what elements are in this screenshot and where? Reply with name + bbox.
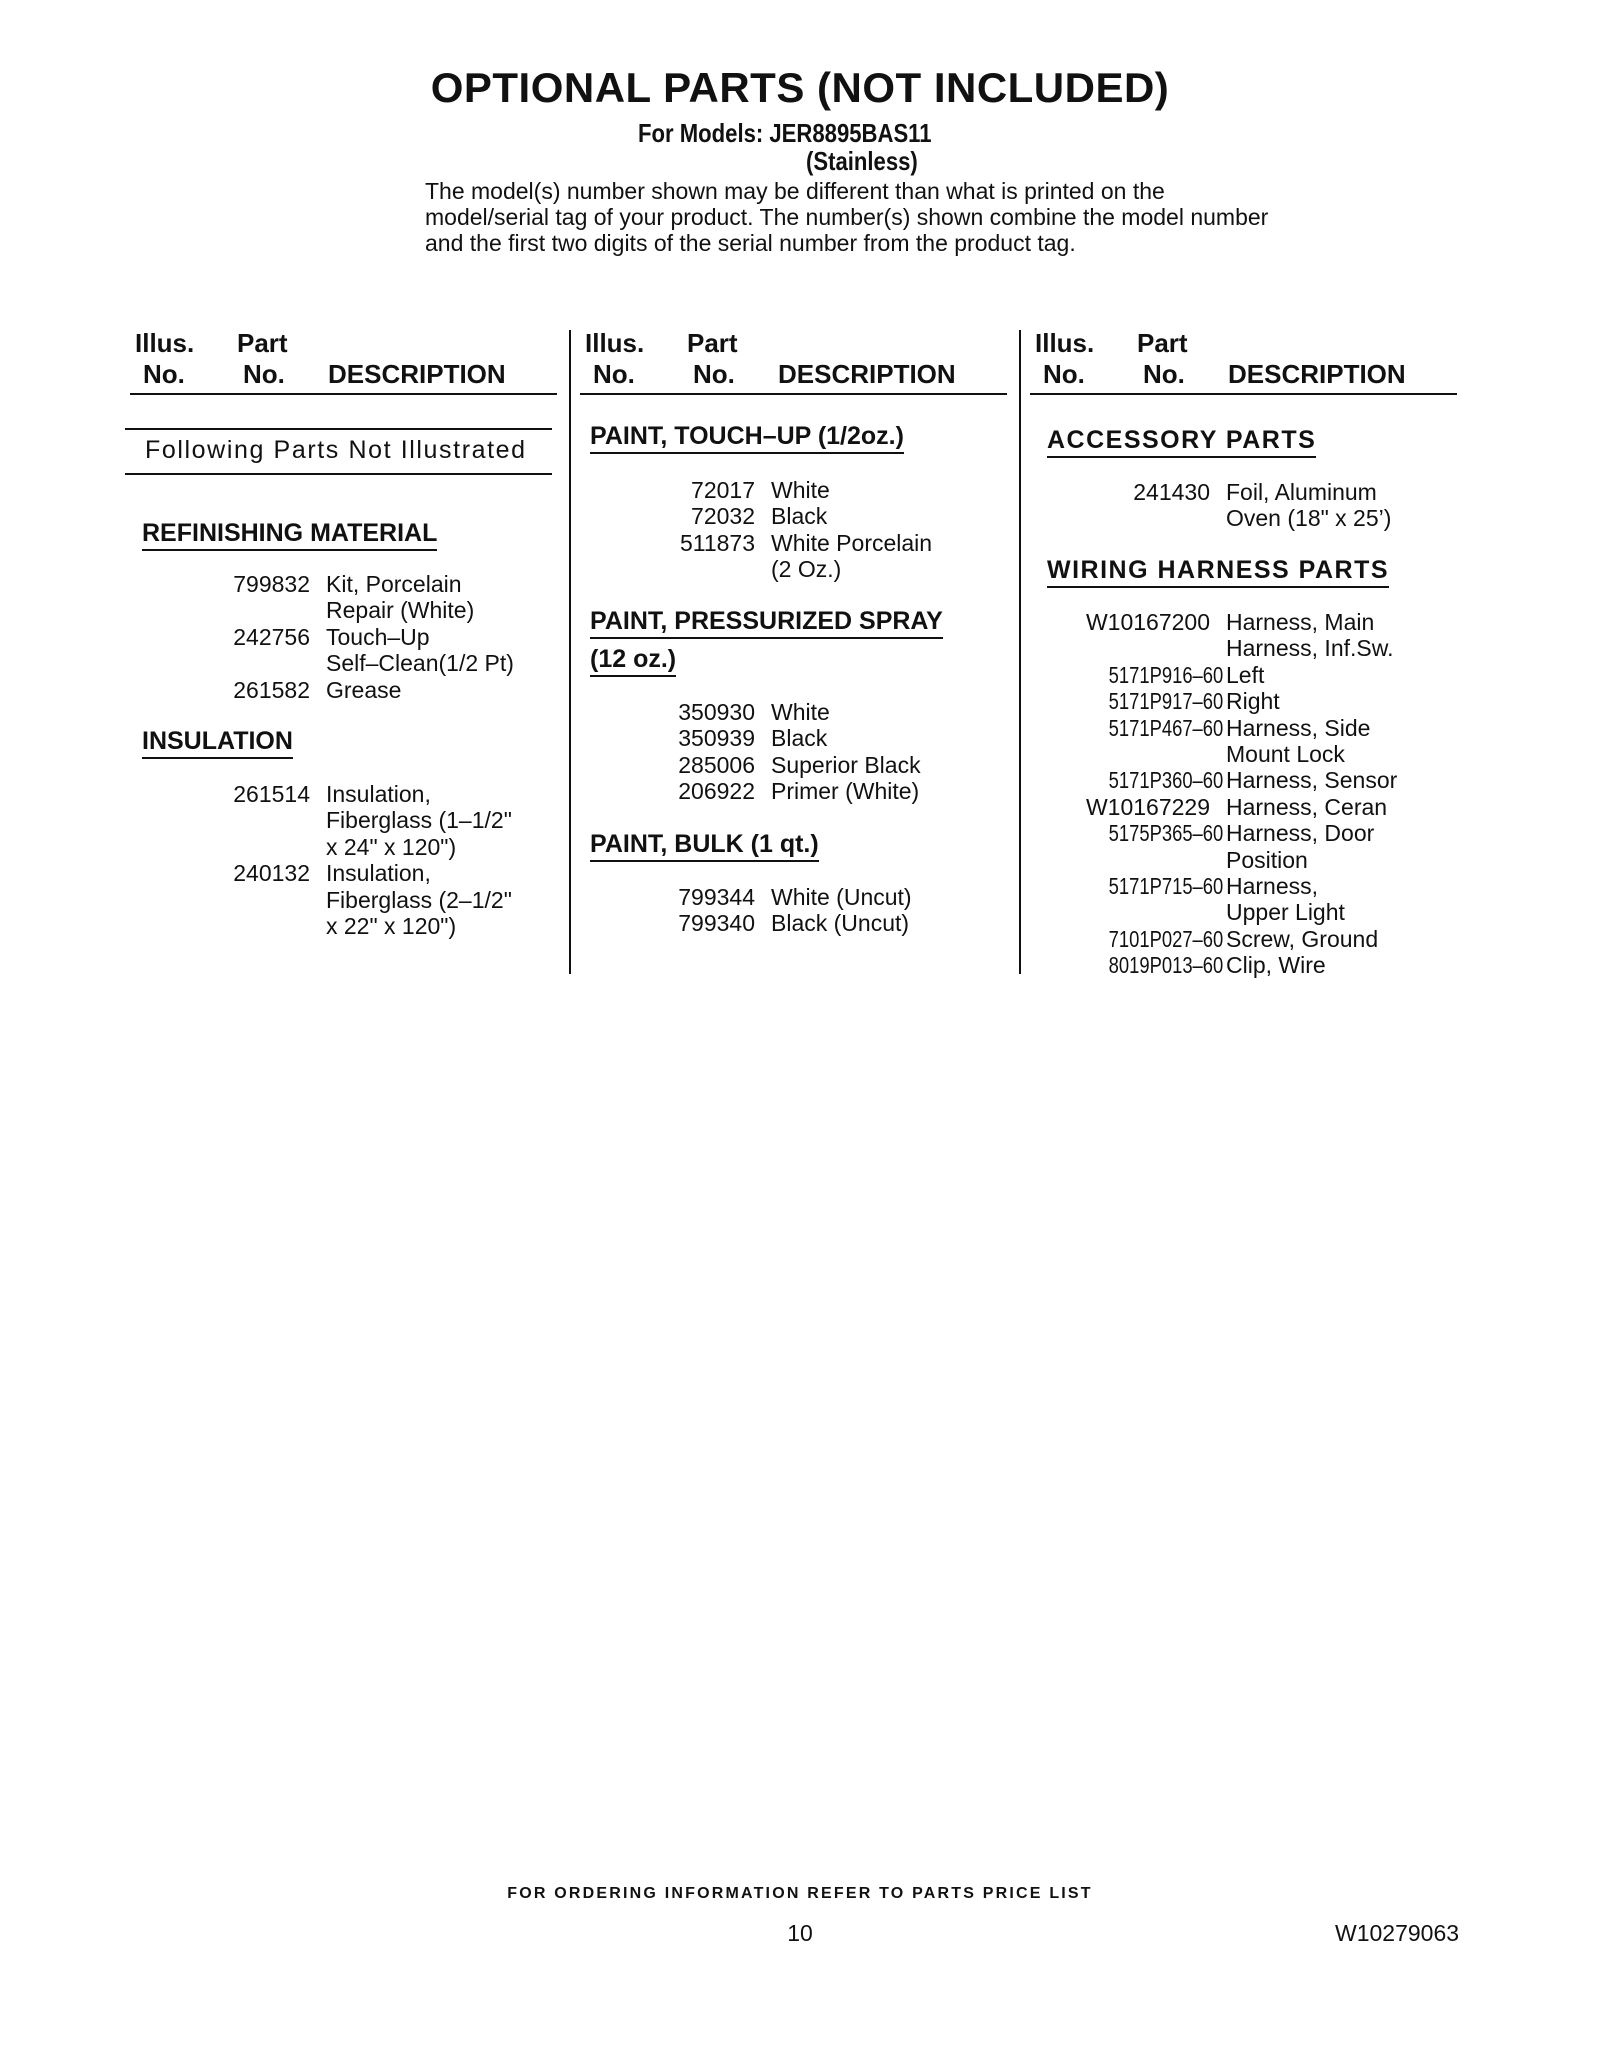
part-number: W10167229	[1085, 793, 1210, 820]
part-number: 8019P013–60	[1108, 952, 1224, 979]
col3-illus: Illus.	[1035, 328, 1095, 358]
part-description: Superior Black	[771, 751, 921, 778]
list-item	[1080, 767, 1397, 793]
col1-header-rule	[130, 393, 557, 395]
part-description: Harness, Main Harness, Inf.Sw.	[1226, 609, 1394, 662]
section-title-bulk: PAINT, BULK (1 qt.)	[590, 830, 819, 862]
banner-top-rule	[125, 428, 552, 430]
part-description: Grease	[326, 676, 402, 703]
part-number: 5171P360–60	[1108, 767, 1224, 794]
part-description: Black	[771, 725, 828, 752]
part-number: 72017	[691, 477, 755, 503]
part-number: 350939	[678, 725, 755, 752]
part-number: 511873	[679, 529, 755, 556]
part-description: Black	[771, 503, 828, 530]
list-item	[1080, 662, 1397, 688]
part-number: 7101P027–60	[1108, 925, 1224, 952]
part-description: Left	[1226, 661, 1265, 688]
list-item	[210, 677, 514, 703]
part-description: Screw, Ground	[1226, 925, 1379, 952]
part-number: 241430	[1133, 479, 1210, 505]
part-number: 206922	[678, 778, 755, 805]
part-description: White (Uncut)	[771, 884, 912, 910]
column-divider-2	[1019, 330, 1021, 974]
list-item	[1080, 688, 1397, 714]
page-title: OPTIONAL PARTS (NOT INCLUDED)	[430, 64, 1170, 111]
section-title-accessory: ACCESSORY PARTS	[1047, 426, 1316, 458]
part-description: Kit, Porcelain Repair (White)	[326, 571, 475, 624]
col2-illus-label	[585, 328, 644, 390]
list-item	[655, 778, 921, 804]
list-item	[655, 752, 921, 778]
part-description: Primer (White)	[771, 778, 920, 805]
col3-part: Part	[1137, 328, 1188, 358]
document-number: W10279063	[1335, 1920, 1460, 1946]
part-description: Harness, Upper Light	[1226, 873, 1345, 926]
part-description: Harness, Side Mount Lock	[1226, 714, 1371, 768]
list-item	[655, 910, 912, 936]
col1-part: Part	[237, 328, 288, 358]
col3-illus-no: No.	[1043, 359, 1085, 389]
part-description: Insulation, Fiberglass (2–1/2" x 22" x 120")	[326, 860, 512, 940]
column-divider-1	[569, 330, 571, 974]
list-item	[210, 624, 514, 677]
part-description: White	[771, 699, 830, 725]
part-description: White	[771, 477, 830, 503]
list-item	[1080, 952, 1397, 978]
list-item	[655, 530, 932, 583]
col3-illus-label	[1035, 328, 1094, 390]
part-number: 240132	[233, 860, 310, 887]
bulk-list	[655, 884, 912, 937]
section-title-spray	[590, 607, 943, 677]
part-description: Insulation, Fiberglass (1–1/2" x 24" x 120")	[326, 781, 512, 860]
ordering-note: FOR ORDERING INFORMATION REFER TO PARTS PRICE LIST	[507, 1885, 1093, 1902]
part-description: Touch–Up Self–Clean(1/2 Pt)	[326, 623, 514, 677]
col2-part: Part	[687, 328, 738, 358]
part-number: 242756	[233, 623, 310, 650]
part-description: Right	[1226, 688, 1280, 715]
part-description: Clip, Wire	[1226, 952, 1326, 979]
list-item	[655, 725, 921, 751]
col3-part-no: No.	[1143, 359, 1185, 389]
col2-part-label	[687, 328, 738, 390]
list-item	[1080, 479, 1391, 532]
part-number: 5171P467–60	[1108, 714, 1224, 741]
col3-header-rule	[1030, 393, 1457, 395]
part-number: 5171P715–60	[1108, 873, 1224, 900]
not-illustrated-banner: Following Parts Not Illustrated	[145, 436, 527, 464]
list-item	[210, 781, 512, 860]
part-description: Foil, Aluminum Oven (18" x 25’)	[1226, 479, 1392, 532]
accessory-list	[1080, 479, 1391, 532]
page-number: 10	[787, 1920, 813, 1946]
section-title-wiring: WIRING HARNESS PARTS	[1047, 556, 1389, 588]
col1-illus-label	[135, 328, 194, 390]
part-number: 261514	[233, 781, 310, 807]
section-title-refinishing: REFINISHING MATERIAL	[142, 519, 437, 551]
model-notice: The model(s) number shown may be different than what is printed on the model/serial tag of your product. The number(s) shown combine the model number and the first two digits of the serial number from the product tag.	[425, 178, 1269, 256]
part-number: 799832	[233, 571, 310, 597]
part-number: 5175P365–60	[1108, 820, 1224, 847]
list-item	[1080, 820, 1397, 873]
part-number: 799344	[678, 884, 755, 910]
list-item	[1080, 926, 1397, 952]
section-title-spray-line1: PAINT, PRESSURIZED SPRAY	[590, 607, 943, 639]
wiring-list	[1080, 609, 1397, 979]
spray-list	[655, 699, 921, 805]
section-title-spray-line2: (12 oz.)	[590, 645, 676, 677]
part-description: White Porcelain (2 Oz.)	[771, 529, 933, 583]
list-item	[1080, 873, 1397, 926]
part-number: 5171P917–60	[1108, 688, 1224, 715]
part-number: 5171P916–60	[1108, 661, 1224, 688]
col1-part-no: No.	[243, 359, 285, 389]
insulation-list	[210, 781, 512, 939]
part-description: Black (Uncut)	[771, 910, 910, 937]
part-description: Harness, Sensor	[1226, 767, 1398, 794]
banner-bottom-rule	[125, 473, 552, 475]
list-item	[655, 503, 932, 529]
part-number: 285006	[678, 751, 755, 778]
col1-part-label	[237, 328, 288, 390]
col2-description-header: DESCRIPTION	[778, 359, 956, 389]
part-number: 350930	[678, 699, 755, 725]
col2-header-rule	[580, 393, 1007, 395]
col3-description-header: DESCRIPTION	[1228, 359, 1406, 389]
section-title-insulation: INSULATION	[142, 727, 293, 759]
list-item	[655, 699, 921, 725]
col2-illus: Illus.	[585, 328, 645, 358]
list-item	[1080, 715, 1397, 768]
part-number: 72032	[691, 503, 755, 530]
part-number: 261582	[233, 676, 310, 703]
list-item	[1080, 794, 1397, 820]
part-description: Harness, Door Position	[1226, 820, 1375, 873]
list-item	[210, 571, 514, 624]
models-variant: (Stainless)	[806, 146, 918, 176]
part-number: 799340	[678, 910, 755, 937]
col3-part-label	[1137, 328, 1188, 390]
part-number: W10167200	[1085, 609, 1210, 635]
col1-description-header: DESCRIPTION	[328, 359, 506, 389]
part-description: Harness, Ceran	[1226, 793, 1388, 820]
list-item	[655, 884, 912, 910]
col1-illus: Illus.	[135, 328, 195, 358]
models-label: For Models: JER8895BAS11	[638, 118, 932, 148]
section-title-touchup: PAINT, TOUCH–UP (1/2oz.)	[590, 422, 904, 454]
col2-part-no: No.	[693, 359, 735, 389]
col2-illus-no: No.	[593, 359, 635, 389]
list-item	[655, 477, 932, 503]
list-item	[210, 860, 512, 939]
refinishing-list	[210, 571, 514, 703]
touchup-list	[655, 477, 932, 583]
col1-illus-no: No.	[143, 359, 185, 389]
list-item	[1080, 609, 1397, 662]
